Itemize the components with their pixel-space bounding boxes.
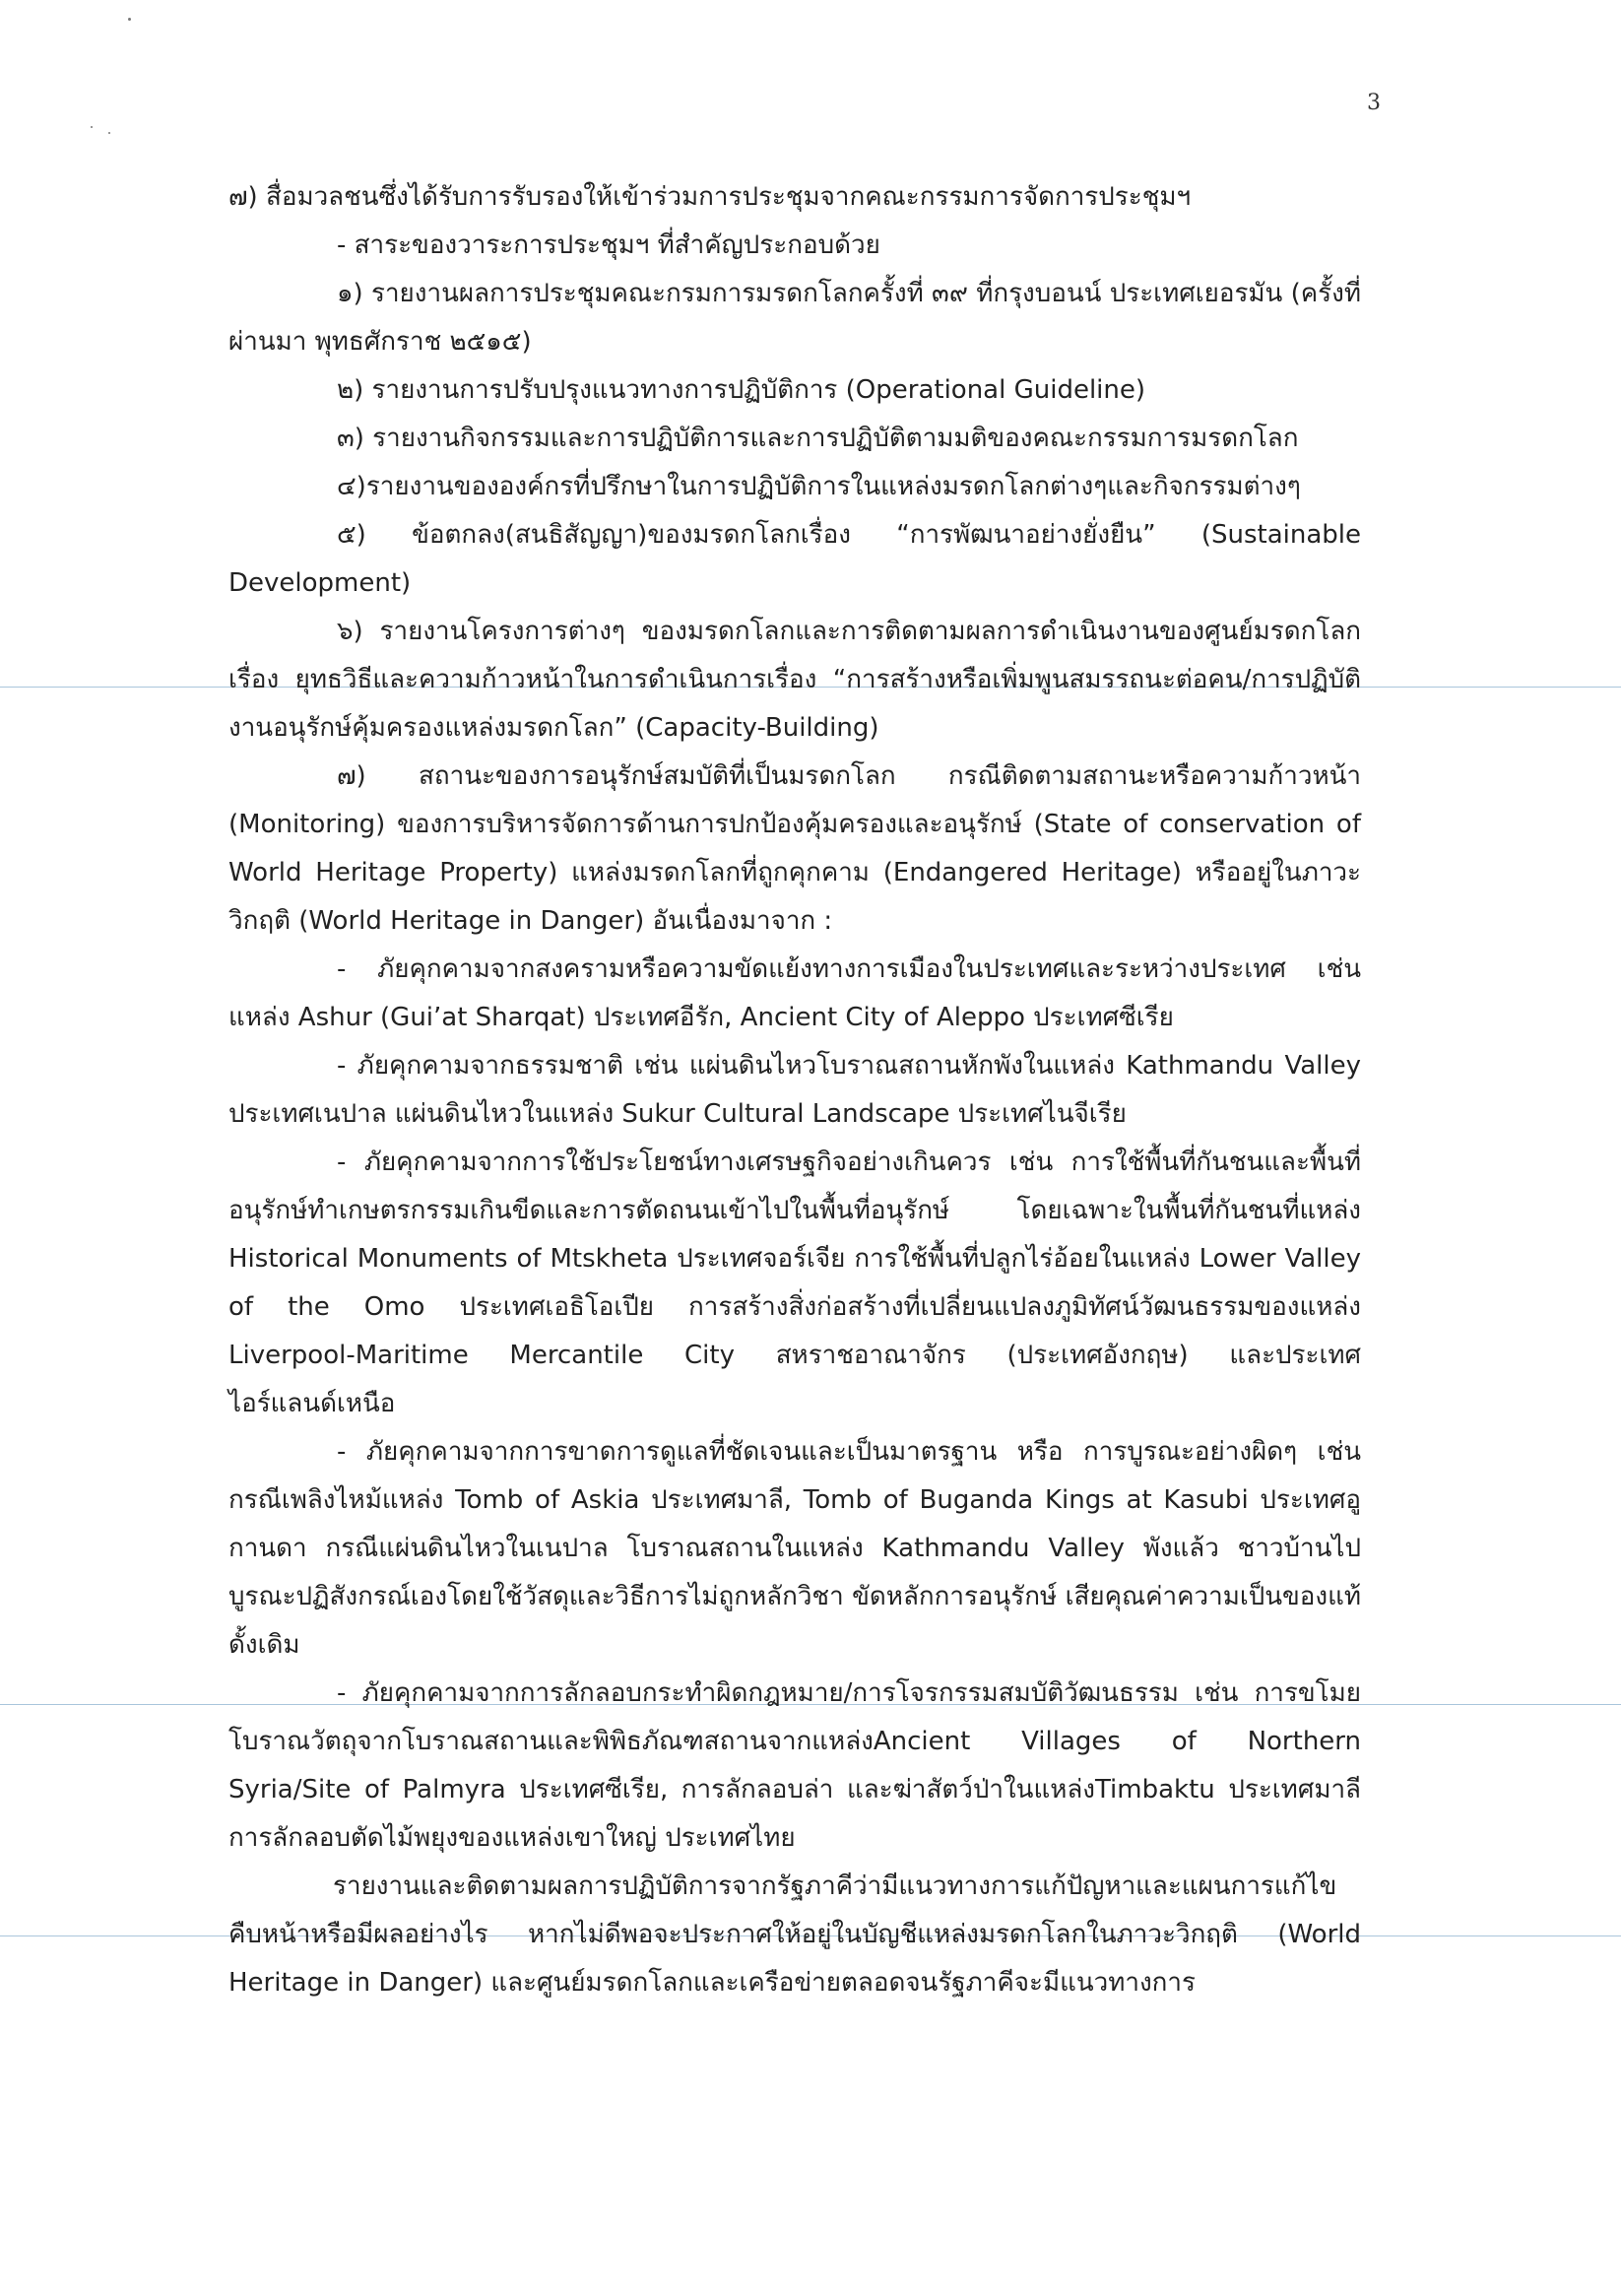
paragraph-threat-economic: - ภัยคุกคามจากการใช้ประโยชน์ทางเศรษฐกิจอย่างเกินควร เช่น การใช้พื้นที่กันชนและพื้นที่อนุรักษ์ทำเกษตรกรรมเกินขีดและการตัดถนนเข้าไปในพื้นที่อนุรักษ์ โดยเฉพาะในพื้นที่กันชนที่แหล่ง Historical Monuments of Mtskheta ประเทศจอร์เจีย การใช้พื้นที่ปลูกไร่อ้อยในแหล่ง Lower Valley of the Omo ประเทศเอธิโอเปีย การสร้างสิ่งก่อสร้างที่เปลี่ยนแปลงภูมิทัศน์วัฒนธรรมของแหล่ง Liverpool-Maritime Mercantile City สหราชอาณาจักร (ประเทศอังกฤษ) และประเทศไอร์แลนด์เหนือ: [228, 1148, 1361, 1418]
paragraph-agenda-intro: - สาระของวาระการประชุมฯ ที่สำคัญประกอบด้วย: [337, 230, 880, 260]
paragraph-media-attendees: ๗) สื่อมวลชนซึ่งได้รับการรับรองให้เข้าร่วมการประชุมจากคณะกรรมการจัดการประชุมฯ: [228, 182, 1192, 212]
paragraph-threat-neglect: - ภัยคุกคามจากการขาดการดูแลที่ชัดเจนและเป็นมาตรฐาน หรือ การบูรณะอย่างผิดๆ เช่น กรณีเพลิงไหม้แหล่ง Tomb of Askia ประเทศมาลี, Tomb of Buganda Kings at Kasubi ประเทศอูกานดา กรณีแผ่นดินไหวในเนปาล โบราณสถานในแหล่ง Kathmandu Valley พังแล้ว ชาวบ้านไปบูรณะปฏิสังกรณ์เองโดยใช้วัสดุและวิธีการไม่ถูกหลักวิชา ขัดหลักการอนุรักษ์ เสียคุณค่าความเป็นของแท้ดั้งเดิม: [228, 1437, 1361, 1660]
scan-speck: [128, 18, 131, 21]
paragraph-threat-illegal: - ภัยคุกคามจากการลักลอบกระทำผิดกฎหมาย/การโจรกรรมสมบัติวัฒนธรรม เช่น การขโมยโบราณวัตถุจากโบราณสถานและพิพิธภัณฑสถานจากแหล่งAncient Villages of Northern Syria/Site of Palmyra ประเทศซีเรีย, การลักลอบล่า และฆ่าสัตว์ป่าในแหล่งTimbaktu ประเทศมาลี การลักลอบตัดไม้พยุงของแหล่งเขาใหญ่ ประเทศไทย: [228, 1678, 1361, 1853]
paragraph-item-2: ๒) รายงานการปรับปรุงแนวทางการปฏิบัติการ (Operational Guideline): [337, 375, 1146, 405]
paragraph-item-7: ๗) สถานะของการอนุรักษ์สมบัติที่เป็นมรดกโลก กรณีติดตามสถานะหรือความก้าวหน้า (Monitoring) ของการบริหารจัดการด้านการปกป้องคุ้มครองและอนุรักษ์ (State of conservation of World Heritage Property) แหล่งมรดกโลกที่ถูกคุกคาม (Endangered Heritage) หรืออยู่ในภาวะวิกฤติ (World Heritage in Danger) อันเนื่องมาจาก :: [228, 761, 1361, 936]
document-body: [228, 173, 1361, 2007]
page-number: 3: [1367, 91, 1381, 115]
paragraph-item-4: ๔)รายงานขององค์กรที่ปรึกษาในการปฏิบัติการในแหล่งมรดกโลกต่างๆและกิจกรรมต่างๆ: [337, 472, 1301, 501]
scan-speck: [108, 132, 110, 134]
paragraph-item-5: ๕) ข้อตกลง(สนธิสัญญา)ของมรดกโลกเรื่อง “การพัฒนาอย่างยั่งยืน” (Sustainable Development): [228, 520, 1361, 598]
paragraph-monitoring-report: รายงานและติดตามผลการปฏิบัติการจากรัฐภาคีว่ามีแนวทางการแก้ปัญหาและแผนการแก้ไขคืบหน้าหรือมีผลอย่างไร หากไม่ดีพอจะประกาศให้อยู่ในบัญชีแหล่งมรดกโลกในภาวะวิกฤติ (World Heritage in Danger) และศูนย์มรดกโลกและเครือข่ายตลอดจนรัฐภาคีจะมีแนวทางการ: [228, 1871, 1361, 1998]
paragraph-item-6: ๖) รายงานโครงการต่างๆ ของมรดกโลกและการติดตามผลการดำเนินงานของศูนย์มรดกโลก เรื่อง ยุทธวิธีและความก้าวหน้าในการดำเนินการเรื่อง “การสร้างหรือเพิ่มพูนสมรรถนะต่อคน/การปฏิบัติงานอนุรักษ์คุ้มครองแหล่งมรดกโลก” (Capacity-Building): [228, 617, 1361, 743]
paragraph-item-1: ๑) รายงานผลการประชุมคณะกรมการมรดกโลกครั้งที่ ๓๙ ที่กรุงบอนน์ ประเทศเยอรมัน (ครั้งที่ผ่านมา พุทธศักราช ๒๕๑๕): [228, 279, 1361, 357]
paragraph-threat-nature: - ภัยคุกคามจากธรรมชาติ เช่น แผ่นดินไหวโบราณสถานหักพังในแหล่ง Kathmandu Valley ประเทศเนปาล แผ่นดินไหวในแหล่ง Sukur Cultural Landscape ประเทศไนจีเรีย: [228, 1051, 1361, 1129]
scan-speck: [91, 126, 93, 128]
paragraph-threat-war: - ภัยคุกคามจากสงครามหรือความขัดแย้งทางการเมืองในประเทศและระหว่างประเทศ เช่น แหล่ง Ashur (Gui’at Sharqat) ประเทศอีรัก, Ancient City of Aleppo ประเทศซีเรีย: [228, 954, 1361, 1032]
paragraph-item-3: ๓) รายงานกิจกรรมและการปฏิบัติการและการปฏิบัติตามมติของคณะกรรมการมรดกโลก: [337, 424, 1299, 453]
